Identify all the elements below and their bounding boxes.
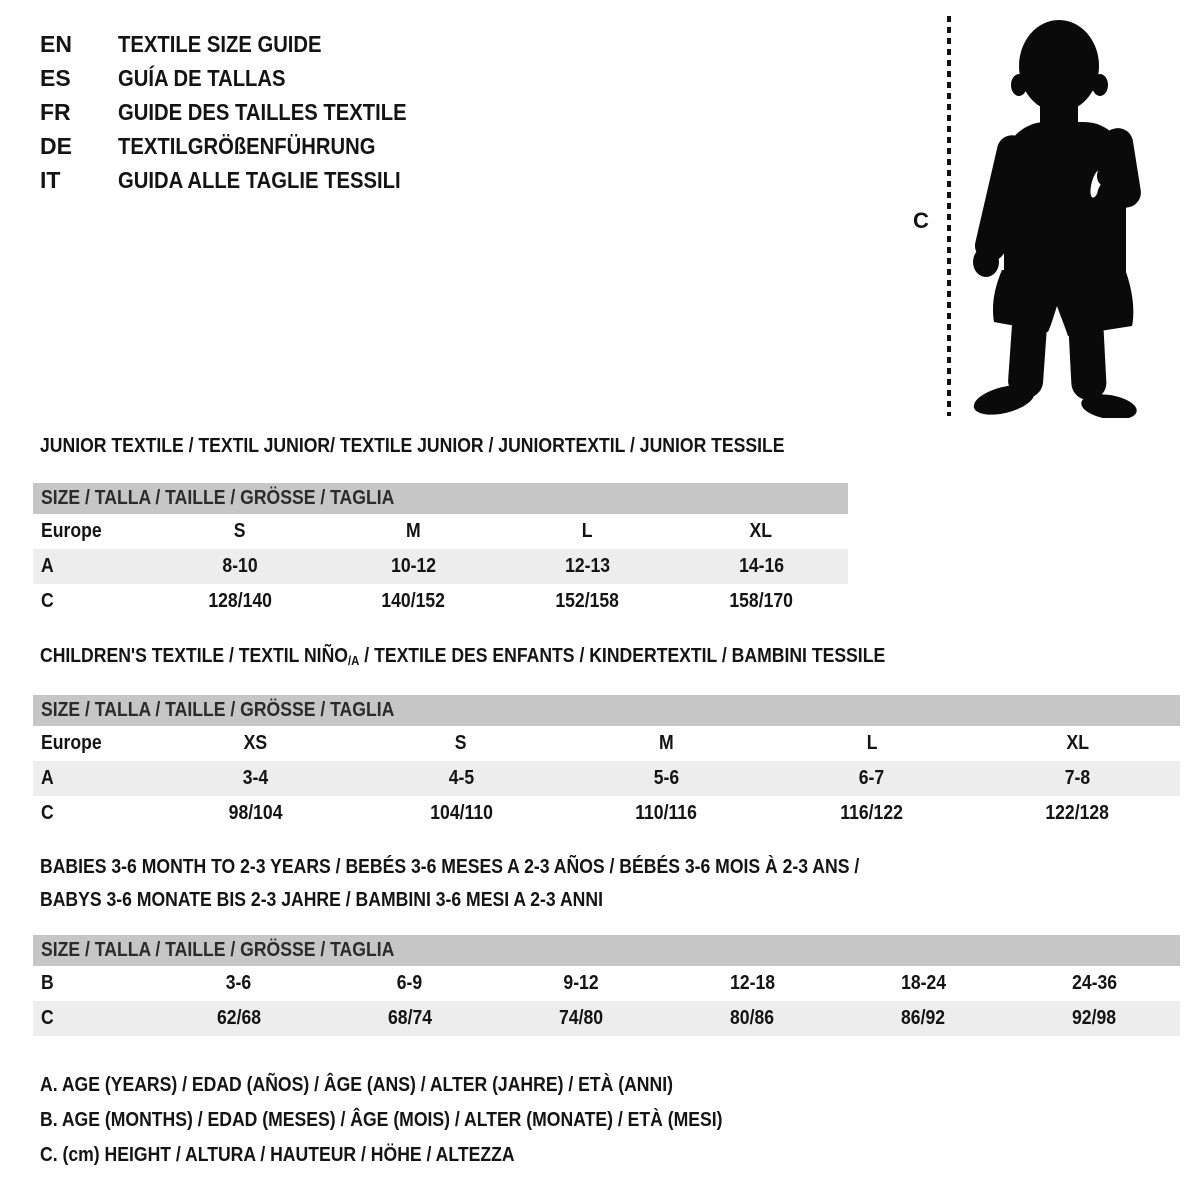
size-cell: XL bbox=[1066, 732, 1089, 754]
table-row-europe bbox=[33, 726, 1180, 761]
language-code: IT bbox=[40, 166, 61, 193]
language-title: TEXTILGRÖßENFÜHRUNG bbox=[118, 132, 376, 159]
language-title-list bbox=[40, 27, 446, 197]
babies-table bbox=[33, 935, 1180, 1036]
size-cell: 6-7 bbox=[859, 767, 885, 789]
size-cell: 140/152 bbox=[381, 590, 446, 612]
junior-table bbox=[33, 483, 848, 619]
language-title: GUIDE DES TAILLES TEXTILE bbox=[118, 98, 407, 125]
size-cell: 116/122 bbox=[840, 802, 904, 824]
section-childrens-textile bbox=[33, 646, 1180, 831]
size-cell: 80/86 bbox=[730, 1007, 775, 1029]
size-cell: 10-12 bbox=[391, 555, 437, 577]
height-measure-label: C bbox=[913, 208, 929, 233]
size-cell: 86/92 bbox=[901, 1007, 946, 1029]
size-cell: 4-5 bbox=[448, 767, 474, 789]
size-cell: 62/68 bbox=[216, 1007, 261, 1029]
row-label: Europe bbox=[41, 520, 102, 542]
table-row-c bbox=[33, 584, 848, 619]
size-cell: 6-9 bbox=[397, 972, 423, 994]
size-cell: 74/80 bbox=[558, 1007, 603, 1029]
row-label: A bbox=[41, 767, 54, 789]
size-cell: 14-16 bbox=[738, 555, 784, 577]
note-c: C. (cm) HEIGHT / ALTURA / HAUTEUR / HÖHE / ALTEZZA bbox=[40, 1144, 515, 1166]
size-cell: 12-18 bbox=[729, 972, 775, 994]
language-code: DE bbox=[40, 132, 72, 159]
size-cell: 158/170 bbox=[729, 590, 793, 612]
language-title: TEXTILE SIZE GUIDE bbox=[118, 30, 322, 57]
nino-a-subscript: /A bbox=[347, 653, 360, 668]
size-cell: 24-36 bbox=[1071, 972, 1117, 994]
size-cell: L bbox=[866, 732, 878, 754]
size-cell: 122/128 bbox=[1045, 802, 1110, 824]
table-row-b bbox=[33, 966, 1180, 1001]
size-cell: 12-13 bbox=[564, 555, 610, 577]
size-cell: 9-12 bbox=[563, 972, 599, 994]
language-code: ES bbox=[40, 64, 71, 91]
size-cell: XL bbox=[749, 520, 773, 542]
size-cell: 110/116 bbox=[635, 802, 698, 824]
language-row bbox=[40, 163, 446, 197]
row-label: C bbox=[41, 1007, 54, 1029]
junior-heading: JUNIOR TEXTILE / TEXTIL JUNIOR/ TEXTILE JUNIOR / JUNIORTEXTIL / JUNIOR TESSILE bbox=[40, 435, 785, 457]
note-a: A. AGE (YEARS) / EDAD (AÑOS) / ÂGE (ANS) / ALTER (JAHRE) / ETÀ (ANNI) bbox=[40, 1074, 673, 1096]
size-cell: S bbox=[234, 520, 246, 542]
height-measure-line bbox=[947, 16, 951, 416]
language-row bbox=[40, 61, 446, 95]
childrens-table bbox=[33, 695, 1180, 831]
row-label: Europe bbox=[41, 732, 102, 754]
note-b: B. AGE (MONTHS) / EDAD (MESES) / ÂGE (MOIS) / ALTER (MONATE) / ETÀ (MESI) bbox=[40, 1109, 723, 1131]
size-cell: 128/140 bbox=[208, 590, 272, 612]
size-tables bbox=[33, 436, 1180, 1173]
language-row bbox=[40, 129, 446, 163]
section-junior-textile bbox=[33, 436, 1180, 619]
baby-silhouette-icon bbox=[958, 12, 1150, 418]
table-row-c bbox=[33, 1001, 1180, 1036]
table-row-c bbox=[33, 796, 1180, 831]
babies-heading: BABIES 3-6 MONTH TO 2-3 YEARS / BEBÉS 3-6 MESES A 2-3 AÑOS / BÉBÉS 3-6 MOIS À 2-3 ANS / BABYS 3-6 MONATE BIS 2-3 JAHRE / BAMBINI 3-6 MESI A 2-3 ANNI bbox=[40, 856, 860, 911]
size-cell: XS bbox=[243, 732, 268, 754]
language-title: GUÍA DE TALLAS bbox=[118, 64, 286, 91]
section-babies-textile bbox=[33, 851, 1180, 1036]
legend-notes bbox=[40, 1068, 1180, 1173]
size-cell: 98/104 bbox=[228, 802, 283, 824]
size-cell: 7-8 bbox=[1064, 767, 1091, 789]
size-cell: M bbox=[659, 732, 674, 754]
size-cell: 3-6 bbox=[225, 972, 252, 994]
row-label: A bbox=[41, 555, 54, 577]
childrens-heading: CHILDREN'S TEXTILE / TEXTIL $NIÑO_{/A}$ / TEXTILE DES ENFANTS / KINDERTEXTIL / BAMBINI TESSILE bbox=[40, 645, 886, 668]
size-cell: 68/74 bbox=[387, 1007, 432, 1029]
language-row bbox=[40, 95, 446, 129]
size-header-bar: SIZE / TALLA / TAILLE / GRÖSSE / TAGLIA bbox=[33, 935, 1180, 966]
size-cell: 152/158 bbox=[555, 590, 620, 612]
language-row bbox=[40, 27, 446, 61]
size-header-bar: SIZE / TALLA / TAILLE / GRÖSSE / TAGLIA bbox=[33, 483, 848, 514]
language-code: FR bbox=[40, 98, 71, 125]
size-cell: 5-6 bbox=[653, 767, 680, 789]
size-cell: 92/98 bbox=[1072, 1007, 1117, 1029]
row-label: C bbox=[41, 802, 54, 824]
table-row-a bbox=[33, 761, 1180, 796]
size-cell: M bbox=[406, 520, 421, 542]
size-cell: L bbox=[581, 520, 593, 542]
size-cell: 104/110 bbox=[429, 802, 493, 824]
table-row-a bbox=[33, 549, 848, 584]
table-row-europe bbox=[33, 514, 848, 549]
language-title: GUIDA ALLE TAGLIE TESSILI bbox=[118, 166, 401, 193]
size-header-bar: SIZE / TALLA / TAILLE / GRÖSSE / TAGLIA bbox=[33, 695, 1180, 726]
language-code: EN bbox=[40, 30, 72, 57]
size-cell: 8-10 bbox=[222, 555, 258, 577]
row-label: C bbox=[41, 590, 54, 612]
size-cell: 3-4 bbox=[242, 767, 269, 789]
row-label: B bbox=[41, 972, 54, 994]
size-cell: 18-24 bbox=[900, 972, 946, 994]
size-cell: S bbox=[455, 732, 467, 754]
